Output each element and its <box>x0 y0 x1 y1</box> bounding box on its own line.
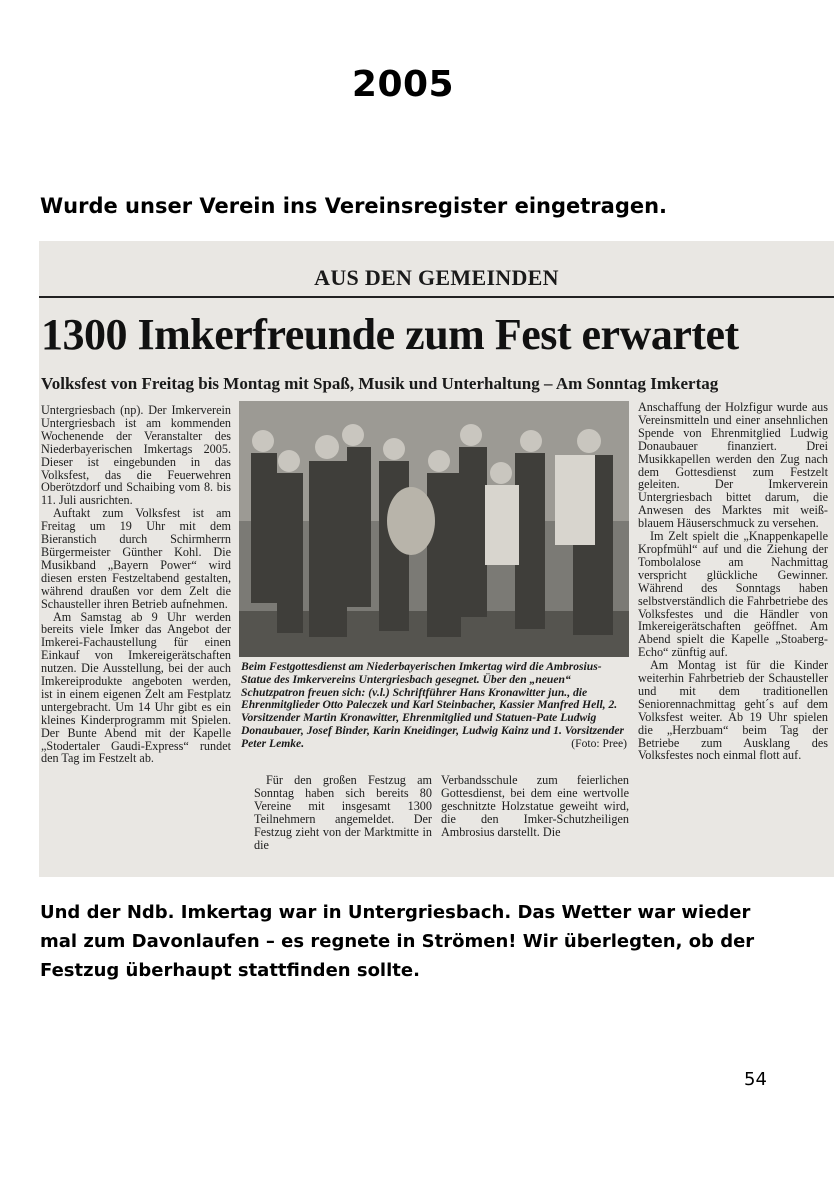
group-photo-image <box>239 401 629 657</box>
article-column-3 <box>441 774 629 839</box>
group-photo <box>239 401 629 657</box>
paragraph: Am Montag ist für die Kinder weiterhin Fahrbetrieb der Schausteller und mit dem traditionellen Seniorennachmittag geht´s auf dem Volksfest weiter. Ab 19 Uhr spielen die „Herzbuam“ beim Tag der Betriebe zum Ausklang des Volksfestes noch einmal flott auf. <box>638 658 828 763</box>
paragraph: Am Samstag ab 9 Uhr werden bereits viele Imker das Angebot der Imkerei-Fachaustellung für einen Einkauf von Imkereigerätschaften nutzen. Die Ausstellung, bei der auch Imkereiprodukte angeboten werden, ist in einem eigenen Zelt am Festplatz untergebracht. Um 14 Uhr gibt es ein kleines Kinderprogramm mit Spielen. Der Bunte Abend mit der Kapelle „Stodertaler Gaudi-Express“ rundet den Tag im Festzelt ab. <box>41 609 231 766</box>
caption-text: Beim Festgottesdienst am Niederbayerischen Imkertag wird die Ambrosius-Statue des Imkervereins Untergriesbach gesegnet. Über den „neuen“ Schutzpatron freuen sich: (v.l.) Schriftführer Hans Kronawitter jun., die Ehrenmitglieder Otto Paleczek und Karl Steinbacher, Kassier Manfred Hell, 2. Vorsitzender Martin Kronawitter, Ehrenmitglied und Statuen-Pate Ludwig Donaubauer, Josef Binder, Karin Kneidinger, Ludwig Kainz und 1. Vorsitzender Peter Lemke. <box>241 660 625 750</box>
photo-caption <box>241 661 627 751</box>
year-heading: 2005 <box>351 64 455 105</box>
page-number: 54 <box>744 1069 767 1090</box>
paragraph: Für den großen Festzug am Sonntag haben sich bereits 80 Vereine mit insgesamt 1300 Teilnehmern angemeldet. Der Festzug zieht von der Marktmitte in die <box>254 773 432 852</box>
article-column-1 <box>41 404 231 765</box>
paragraph: Auftakt zum Volksfest ist am Freitag um 19 Uhr mit dem Bieranstich durch Schirmherrn Bürgermeister Günther Kohl. Die Musikband „Bayern Power“ wird diesen ersten Festzeltabend gestalten, während draußen vor dem Zelt die Schausteller ihren Betrieb aufnehmen. <box>41 506 231 611</box>
article-subhead: Volksfest von Freitag bis Montag mit Spaß, Musik und Unterhaltung – Am Sonntag Imkertag <box>41 374 719 393</box>
outro-line: Und der Ndb. Imkertag war in Untergriesbach. Das Wetter war wieder <box>40 902 751 923</box>
outro-line: Festzug überhaupt stattfinden sollte. <box>40 960 420 981</box>
paragraph: Anschaffung der Holzfigur wurde aus Vereinsmitteln und einer ansehnlichen Spende von Ehrenmitglied Ludwig Donaubauer finanziert. Drei Musikkapellen werden den Zug nach dem Gottesdienst zum Festzelt geleiten. Der Imkerverein Untergriesbach bittet darum, die Anwesen des Marktes mit weiß-blauem Häuserschmuck zu versehen. <box>638 400 828 531</box>
article-column-2 <box>254 774 432 851</box>
outro-text <box>40 898 780 985</box>
article-headline: 1300 Imkerfreunde zum Fest erwartet <box>41 310 739 359</box>
article-column-4 <box>638 401 828 762</box>
paragraph: Im Zelt spielt die „Knappenkapelle Kropfmühl“ auf und die Ziehung der Tombolalose am Nachmittag verspricht glückliche Gewinner. Während des Sonntags haben selbstverständlich die Fahrbetriebe des Volksfestes und die Händler von Imkereigerätschaften geöffnet. Am Abend spielt die Kapelle „Stoaberg-Echo“ zünftig auf. <box>638 529 828 660</box>
section-rule <box>39 296 834 298</box>
section-heading: AUS DEN GEMEINDEN <box>314 265 559 290</box>
paragraph: Verbandsschule zum feierlichen Gottesdienst, bei dem eine wertvolle geschnitzte Holzstatue geweiht wird, die den Imker-Schutzheiligen Ambrosius darstellt. Die <box>441 773 629 839</box>
intro-text: Wurde unser Verein ins Vereinsregister eingetragen. <box>40 194 668 218</box>
newspaper-clipping <box>39 241 834 877</box>
photo-credit: (Foto: Pree) <box>571 736 627 750</box>
outro-line: mal zum Davonlaufen – es regnete in Strömen! Wir überlegten, ob der <box>40 931 755 952</box>
paragraph: Untergriesbach (np). Der Imkerverein Untergriesbach ist am kommenden Wochenende der Veranstalter des Niederbayerischen Imkertags 2005. Dieser ist eingebunden in das Volksfest, das die Feuerwehren Oberötzdorf und Schaibing vom 8. bis 11. Juli ausrichten. <box>41 403 231 508</box>
